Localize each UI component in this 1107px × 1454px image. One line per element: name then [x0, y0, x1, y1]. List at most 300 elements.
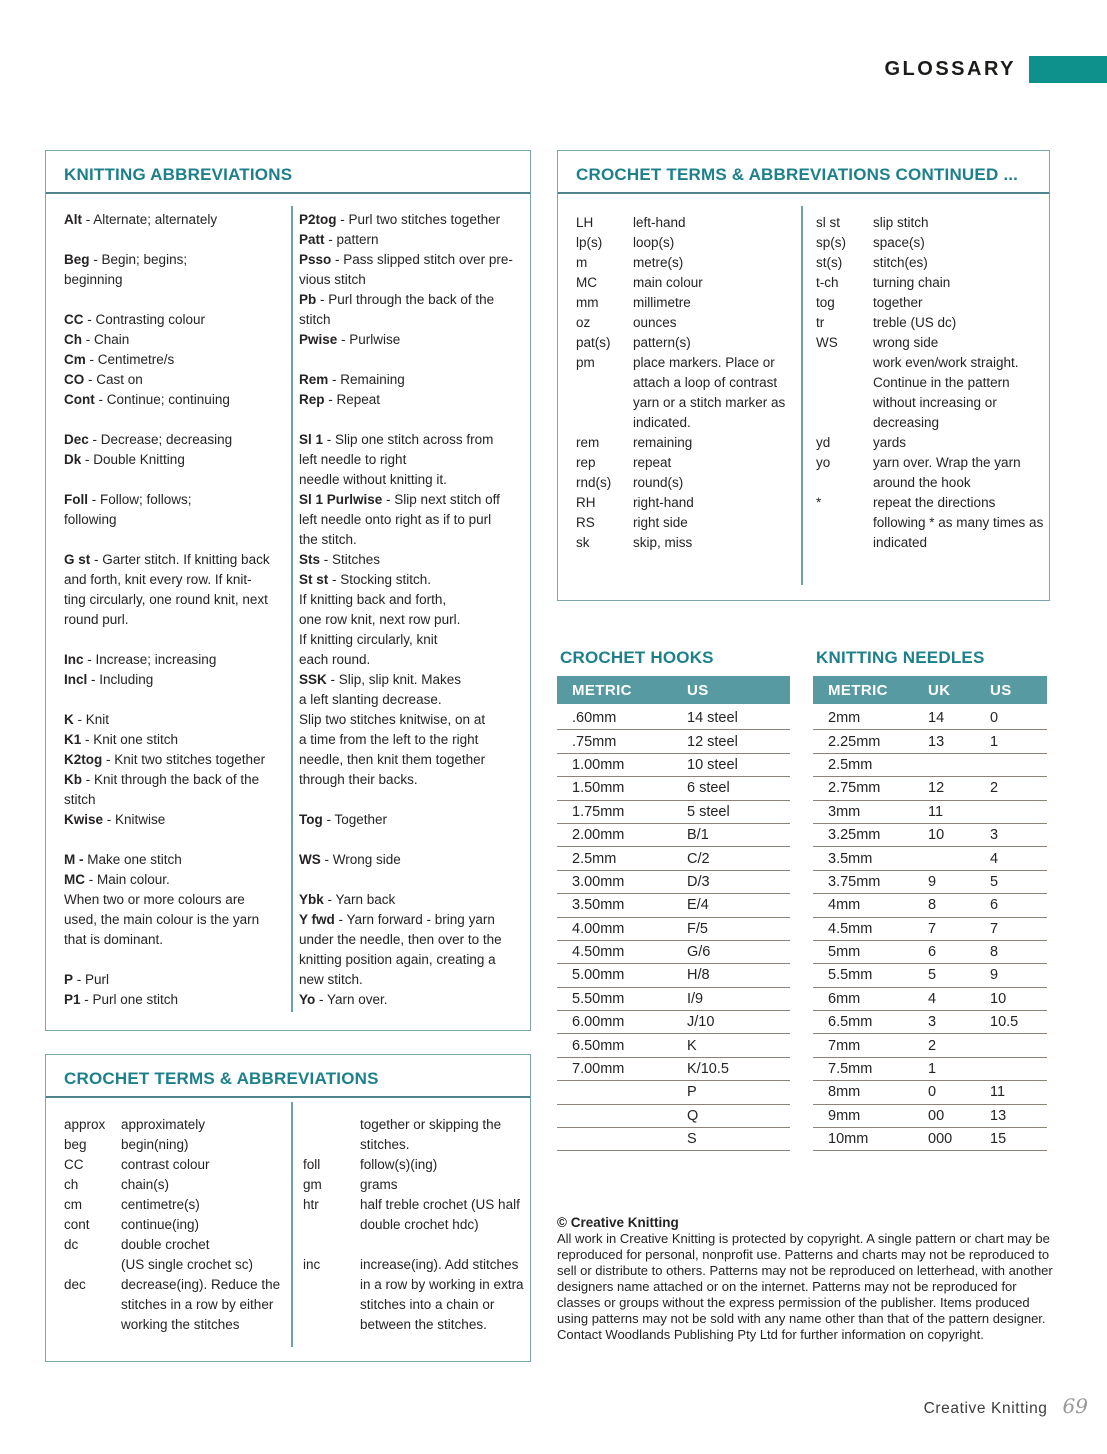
table-cell: S [687, 1131, 697, 1148]
table-cell: 4.5mm [828, 920, 873, 937]
definition: wrong side [873, 335, 939, 350]
column-header: US [990, 681, 1012, 699]
term: gm [303, 1177, 322, 1192]
table-cell: 2mm [828, 710, 861, 727]
abbrev-line: a left slanting decrease. [299, 692, 442, 707]
definition: main colour [633, 275, 703, 290]
term-row [303, 1155, 531, 1175]
term: m [576, 255, 588, 270]
table-row [557, 777, 790, 800]
table-row [557, 918, 790, 941]
table-cell: 5.5mm [828, 967, 873, 984]
table-header-row [813, 676, 1047, 704]
table-cell: J/10 [687, 1014, 715, 1031]
term: cm [64, 1197, 82, 1212]
table-row [813, 1128, 1047, 1151]
abbrev-line: through their backs. [299, 772, 418, 787]
abbrev-line: P - Purl [64, 972, 110, 987]
table-row [557, 894, 790, 917]
page-header [885, 56, 1107, 83]
table-cell: 6.00mm [572, 1014, 625, 1031]
term-row [576, 213, 802, 233]
table-cell: 10 [928, 827, 945, 844]
abbrev-line: the stitch. [299, 532, 357, 547]
term-row [816, 433, 1044, 453]
definition: follow(s)(ing) [360, 1157, 438, 1172]
abbrev-line: Foll - Follow; follows; [64, 492, 192, 507]
abbrev-line: K2tog - Knit two stitches together [64, 752, 266, 767]
line-spacer [64, 950, 290, 970]
table-cell: 5.00mm [572, 967, 625, 984]
table-row [557, 754, 790, 777]
abbrev-line: Pwise - Purlwise [299, 332, 401, 347]
abbrev-line: If knitting back and forth, [299, 592, 447, 607]
definition: stitch(es) [873, 255, 928, 270]
term: RS [576, 515, 595, 530]
table-cell: 14 [928, 710, 945, 727]
term: pat(s) [576, 335, 611, 350]
box-title: CROCHET TERMS & ABBREVIATIONS [46, 1055, 530, 1098]
term-row [816, 233, 1044, 253]
term-row [64, 1135, 290, 1155]
crochet-hooks-table [557, 676, 790, 1151]
definition: half treble crochet (US half double crochet hdc) [360, 1197, 520, 1232]
line-spacer [299, 870, 531, 890]
term-row [816, 333, 1044, 353]
table-cell: 2.5mm [572, 850, 617, 867]
table-cell: 2.5mm [828, 756, 873, 773]
term-row [576, 253, 802, 273]
table-cell: 8 [928, 897, 937, 914]
term-row [303, 1175, 531, 1195]
abbrev-line: Ybk - Yarn back [299, 892, 396, 907]
table-cell: 9 [928, 873, 937, 890]
abbrev-line: Sts - Stitches [299, 552, 381, 567]
table-row [557, 964, 790, 987]
knitting-needles-title: KNITTING NEEDLES [816, 648, 985, 667]
line-spacer [299, 790, 531, 810]
table-cell: 14 steel [687, 710, 738, 727]
table-row [813, 824, 1047, 847]
abbrev-line: K1 - Knit one stitch [64, 732, 179, 747]
table-cell: 6 steel [687, 780, 730, 797]
abbrev-line: round purl. [64, 612, 129, 627]
table-cell: 000 [928, 1131, 953, 1148]
table-row [557, 1128, 790, 1151]
table-cell: 0 [990, 710, 999, 727]
definition: continue(ing) [121, 1217, 200, 1232]
term-row [576, 293, 802, 313]
definition: right-hand [633, 495, 694, 510]
definition: pattern(s) [633, 335, 691, 350]
copyright-text: All work in Creative Knitting is protected by copyright. A single pattern or chart may be reproduced for personal, nonprofit use. Patterns and charts may not be reproduced to sell or distribute to others. Patterns may not be reproduced on letterhead, with another designers name attached or on the internet. Patterns may not be reproduced for classes or groups without the express permission of the publisher. Items produced using patterns may not be sold with any name other than that of the pattern designer. Contact Woodlands Publishing Pty Ltd for further information on copyright. [557, 1231, 1053, 1342]
term: approx [64, 1117, 106, 1132]
term-row [64, 1275, 290, 1335]
abbrev-line: ting circularly, one round knit, next [64, 592, 268, 607]
term: rep [576, 455, 596, 470]
term-row [576, 353, 802, 433]
table-cell: 9mm [828, 1107, 861, 1124]
line-spacer [299, 830, 531, 850]
table-cell: 0 [928, 1084, 937, 1101]
definition: chain(s) [121, 1177, 170, 1192]
table-cell: 2.75mm [828, 780, 881, 797]
table-row [557, 941, 790, 964]
table-cell: 6mm [828, 990, 861, 1007]
abbrev-line: one row knit, next row purl. [299, 612, 461, 627]
table-row [813, 941, 1047, 964]
abbrev-line: a time from the left to the right [299, 732, 479, 747]
table-row [813, 1058, 1047, 1081]
abbrev-line: knitting position again, creating a [299, 952, 496, 967]
term: sl st [816, 215, 841, 230]
table-cell: B/1 [687, 827, 709, 844]
term-row [64, 1155, 290, 1175]
table-cell: 1 [928, 1061, 937, 1078]
line-spacer [64, 290, 290, 310]
crochet-hooks-title: CROCHET HOOKS [560, 648, 714, 667]
term: rem [576, 435, 600, 450]
table-cell: P [687, 1084, 697, 1101]
column-divider [291, 206, 293, 1012]
table-row [557, 730, 790, 753]
column-header: METRIC [572, 681, 632, 699]
abbrev-column [64, 210, 290, 1010]
term: CC [64, 1157, 84, 1172]
abbrev-line: Kb - Knit through the back of the [64, 772, 260, 787]
terms-column [576, 213, 802, 553]
line-spacer [64, 630, 290, 650]
abbrev-line: Rem - Remaining [299, 372, 405, 387]
term: dc [64, 1237, 79, 1252]
abbrev-line: needle, then knit them together [299, 752, 486, 767]
column-header: UK [928, 681, 951, 699]
table-cell: 1.50mm [572, 780, 625, 797]
term: st(s) [816, 255, 843, 270]
table-cell: 7.5mm [828, 1061, 873, 1078]
line-spacer [64, 530, 290, 550]
table-cell: D/3 [687, 873, 710, 890]
term: yo [816, 455, 831, 470]
table-cell: 6 [990, 897, 999, 914]
table-row [813, 894, 1047, 917]
definition: right side [633, 515, 688, 530]
table-row [557, 707, 790, 730]
abbrev-line: Patt - pattern [299, 232, 379, 247]
table-cell: 10 [990, 990, 1007, 1007]
table-cell: 9 [990, 967, 999, 984]
abbrev-line: vious stitch [299, 272, 366, 287]
term-row [303, 1115, 531, 1155]
abbrev-line: new stitch. [299, 972, 363, 987]
definition: repeat [633, 455, 672, 470]
definition: begin(ning) [121, 1137, 189, 1152]
line-spacer [64, 410, 290, 430]
abbrev-line: Yo - Yarn over. [299, 992, 388, 1007]
term: tr [816, 315, 825, 330]
term-row [303, 1235, 531, 1255]
term-row [576, 273, 802, 293]
table-cell: 5mm [828, 944, 861, 961]
table-cell: 4mm [828, 897, 861, 914]
abbrev-line: Rep - Repeat [299, 392, 381, 407]
term: yd [816, 435, 831, 450]
definition: loop(s) [633, 235, 675, 250]
abbrev-line: Slip two stitches knitwise, on at [299, 712, 486, 727]
line-spacer [64, 470, 290, 490]
term: pm [576, 355, 595, 370]
abbrev-line: left needle to right [299, 452, 407, 467]
table-cell: 5 steel [687, 803, 730, 820]
definition: contrast colour [121, 1157, 210, 1172]
abbrev-line: Incl - Including [64, 672, 154, 687]
table-cell: 6.50mm [572, 1037, 625, 1054]
table-row [813, 801, 1047, 824]
terms-column [816, 213, 1044, 553]
table-cell: K [687, 1037, 697, 1054]
abbrev-line: Kwise - Knitwise [64, 812, 166, 827]
definition: together or skipping the stitches. [360, 1117, 502, 1152]
table-row [813, 1011, 1047, 1034]
table-row [557, 1081, 790, 1104]
table-cell: 1.75mm [572, 803, 625, 820]
definition: (US single crochet sc) [121, 1257, 254, 1272]
table-row [557, 1058, 790, 1081]
table-cell: 4.50mm [572, 944, 625, 961]
term-row [64, 1115, 290, 1135]
table-row [557, 1105, 790, 1128]
abbrev-line: Cont - Continue; continuing [64, 392, 230, 407]
table-cell: 7.00mm [572, 1061, 625, 1078]
table-row [813, 871, 1047, 894]
definition: increase(ing). Add stitches in a row by working in extra stitches into a chain or between the stitches. [360, 1257, 524, 1332]
abbrev-line: CO - Cast on [64, 372, 143, 387]
abbrev-line: Dec - Decrease; decreasing [64, 432, 233, 447]
table-cell: 5 [928, 967, 937, 984]
term: sk [576, 535, 590, 550]
definition: left-hand [633, 215, 686, 230]
table-cell: 6.5mm [828, 1014, 873, 1031]
table-body [813, 707, 1047, 1151]
term-row [576, 533, 802, 553]
terms-column [64, 1115, 290, 1335]
table-cell: 3.50mm [572, 897, 625, 914]
table-cell: 5.50mm [572, 990, 625, 1007]
table-row [813, 777, 1047, 800]
term: dec [64, 1277, 86, 1292]
table-cell: .60mm [572, 710, 617, 727]
abbrev-line: When two or more colours are [64, 892, 245, 907]
term-row [64, 1235, 290, 1255]
table-cell: 3.00mm [572, 873, 625, 890]
table-cell: 11 [990, 1084, 1006, 1101]
abbrev-line: beginning [64, 272, 123, 287]
abbrev-line: under the needle, then over to the [299, 932, 502, 947]
term: oz [576, 315, 591, 330]
abbrev-line: following [64, 512, 117, 527]
definition: ounces [633, 315, 677, 330]
table-cell: 8mm [828, 1084, 861, 1101]
abbrev-line: that is dominant. [64, 932, 164, 947]
copyright-block [557, 1214, 1054, 1343]
definition: centimetre(s) [121, 1197, 200, 1212]
table-cell: H/8 [687, 967, 710, 984]
table-cell: 6 [928, 944, 937, 961]
table-header-row [557, 676, 790, 704]
table-row [557, 988, 790, 1011]
table-cell: 1.00mm [572, 756, 625, 773]
magazine-name: Creative Knitting [923, 1400, 1048, 1417]
abbrev-line: MC - Main colour. [64, 872, 170, 887]
abbrev-line: and forth, knit every row. If knit- [64, 572, 252, 587]
abbrev-line: CC - Contrasting colour [64, 312, 206, 327]
term-row [816, 313, 1044, 333]
table-cell: 10.5 [990, 1014, 1019, 1031]
definition: place markers. Place or attach a loop of contrast yarn or a stitch marker as indicated. [633, 355, 786, 430]
term: tog [816, 295, 835, 310]
abbrev-line: Sl 1 Purlwise - Slip next stitch off [299, 492, 500, 507]
abbrev-line: M - Make one stitch [64, 852, 182, 867]
term: ch [64, 1177, 79, 1192]
table-row [813, 1034, 1047, 1057]
term [303, 1115, 360, 1155]
definition: together [873, 295, 923, 310]
abbrev-line: K - Knit [64, 712, 110, 727]
definition: remaining [633, 435, 693, 450]
table-cell: K/10.5 [687, 1061, 729, 1078]
table-cell: G/6 [687, 944, 711, 961]
term: sp(s) [816, 235, 846, 250]
table-cell: 2.25mm [828, 733, 881, 750]
term: inc [303, 1257, 321, 1272]
line-spacer [64, 230, 290, 250]
term-row [816, 293, 1044, 313]
column-header: METRIC [828, 681, 888, 699]
term: * [816, 495, 822, 510]
box-title: KNITTING ABBREVIATIONS [46, 151, 530, 194]
abbrev-line: SSK - Slip, slip knit. Makes [299, 672, 462, 687]
abbrev-line: Ch - Chain [64, 332, 130, 347]
line-spacer [299, 410, 531, 430]
abbrev-line: P2tog - Purl two stitches together [299, 212, 501, 227]
term-row [576, 513, 802, 533]
abbrev-line: Beg - Begin; begins; [64, 252, 188, 267]
table-row [813, 730, 1047, 753]
table-row [557, 847, 790, 870]
page-footer [924, 1394, 1088, 1418]
table-cell: 3 [990, 827, 999, 844]
term: rnd(s) [576, 475, 612, 490]
term-row [576, 333, 802, 353]
page-title: GLOSSARY [884, 58, 1016, 80]
definition: work even/work straight. Continue in the pattern without increasing or decreasing [873, 355, 1019, 430]
abbrev-line: stitch [299, 312, 331, 327]
table-cell: 4 [990, 850, 999, 867]
term: foll [303, 1157, 321, 1172]
table-cell: 2.00mm [572, 827, 625, 844]
term-row [816, 353, 1044, 433]
table-cell: 10 steel [687, 756, 738, 773]
table-row [813, 1105, 1047, 1128]
abbrev-line: G st - Garter stitch. If knitting back [64, 552, 270, 567]
term: mm [576, 295, 599, 310]
term-row [64, 1175, 290, 1195]
table-cell: 3mm [828, 803, 861, 820]
abbrev-line: Alt - Alternate; alternately [64, 212, 218, 227]
table-cell: 13 [990, 1107, 1007, 1124]
table-cell: C/2 [687, 850, 710, 867]
term-row [576, 233, 802, 253]
term-row [816, 453, 1044, 493]
table-body [557, 707, 790, 1151]
table-cell: Q [687, 1107, 699, 1124]
table-row [813, 1081, 1047, 1104]
table-cell: 10mm [828, 1131, 869, 1148]
table-row [557, 824, 790, 847]
term [816, 353, 873, 433]
table-row [813, 707, 1047, 730]
table-cell: 3.5mm [828, 850, 873, 867]
table-cell: 2 [990, 780, 999, 797]
table-row [557, 871, 790, 894]
table-row [557, 801, 790, 824]
abbrev-line: Cm - Centimetre/s [64, 352, 175, 367]
term-row [303, 1195, 531, 1235]
definition: yarn over. Wrap the yarn around the hook [873, 455, 1021, 490]
table-cell: 5 [990, 873, 999, 890]
term-row [576, 313, 802, 333]
abbrev-line: WS - Wrong side [299, 852, 401, 867]
definition: approximately [121, 1117, 206, 1132]
term: lp(s) [576, 235, 603, 250]
term-row [816, 253, 1044, 273]
line-spacer [64, 830, 290, 850]
table-cell: 4.00mm [572, 920, 625, 937]
term-row [576, 433, 802, 453]
table-cell: 7 [990, 920, 999, 937]
term-row [816, 213, 1044, 233]
table-cell: .75mm [572, 733, 617, 750]
abbrev-line: each round. [299, 652, 371, 667]
definition: grams [360, 1177, 398, 1192]
definition: space(s) [873, 235, 925, 250]
table-row [813, 754, 1047, 777]
definition: millimetre [633, 295, 691, 310]
table-row [813, 847, 1047, 870]
abbrev-line: needle without knitting it. [299, 472, 447, 487]
term-row [64, 1195, 290, 1215]
table-cell: 7 [928, 920, 937, 937]
term-row [303, 1255, 531, 1335]
abbrev-line: used, the main colour is the yarn [64, 912, 260, 927]
term-row [816, 273, 1044, 293]
line-spacer [299, 350, 531, 370]
page-number: 69 [1062, 1394, 1088, 1418]
table-row [557, 1034, 790, 1057]
term-row [816, 493, 1044, 553]
abbrev-line: stitch [64, 792, 96, 807]
term: WS [816, 335, 838, 350]
definition: slip stitch [873, 215, 929, 230]
term: t-ch [816, 275, 839, 290]
table-cell: 2 [928, 1037, 937, 1054]
column-divider [291, 1102, 293, 1347]
definition: decrease(ing). Reduce the stitches in a row by either working the stitches [121, 1277, 281, 1332]
term-row [576, 493, 802, 513]
abbrev-line: P1 - Purl one stitch [64, 992, 179, 1007]
abbrev-line: Psso - Pass slipped stitch over pre- [299, 252, 513, 267]
table-cell: 12 [928, 780, 945, 797]
